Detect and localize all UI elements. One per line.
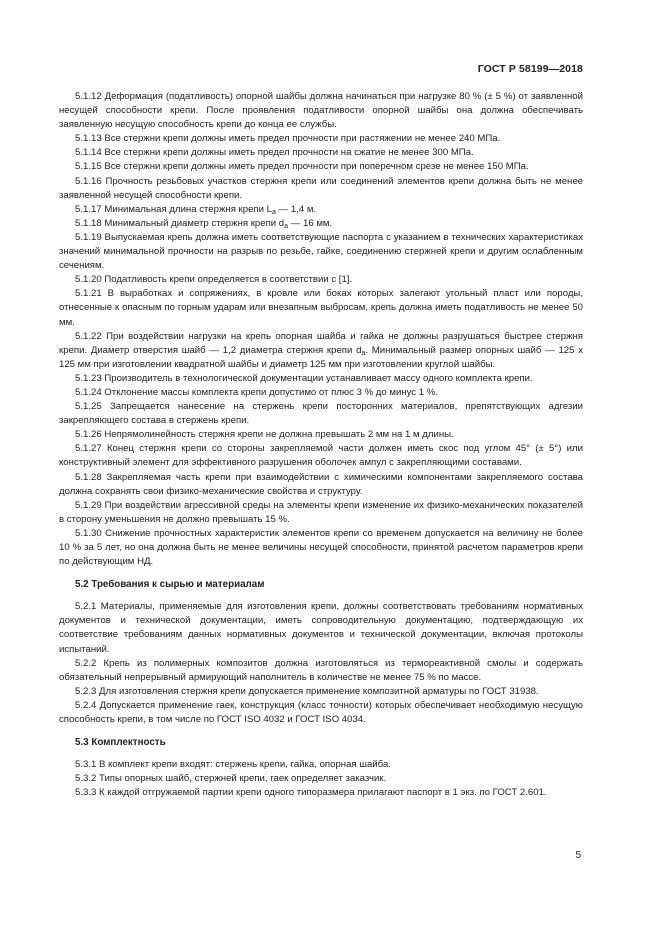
clause-5-1-27: 5.1.27 Конец стержня крепи со стороны закрепляемой части должен иметь скос под углом 45° (± 5°) или конструктивный элемент для эффективного разрушения оболочек ампул с закрепляющими составами. (59, 443, 583, 469)
clause-5-1-14: 5.1.14 Все стержни крепи должны иметь предел прочности на сжатие не менее 300 МПа. (75, 147, 474, 159)
clause-5-1-25: 5.1.25 Запрещается нанесение на стержень крепи посторонних материалов, препятствующих адгезии закрепляющего состава в стержень крепи. (59, 401, 583, 427)
subscript: a (271, 208, 276, 216)
clause-5-1-18 (59, 217, 583, 231)
clause-5-2-3: 5.2.3 Для изготовления стержня крепи допускается применение композитной арматуры по ГОСТ 31938. (75, 685, 539, 697)
clause-5-1-28: 5.1.28 Закрепляемая часть крепи при взаимодействии с химическими компонентами закрепляемого состава должна сохранять свои физико-механические свойства и структуру. (59, 471, 583, 497)
clause-5-1-16: 5.1.16 Прочность резьбовых участков стержня крепи или соединений элементов крепи должна быть не менее заявленной несущей способности крепи. (59, 175, 583, 201)
clause-text: — 16 мм. (288, 217, 333, 229)
section-heading-5-2: 5.2 Требования к сырью и материалам (75, 579, 265, 591)
clause-5-1-13: 5.1.13 Все стержни крепи должны иметь предел прочности при растяжении не менее 240 МПа. (75, 133, 501, 145)
clause-5-3-1: 5.3.1 В комплект крепи входят: стержень крепи, гайка, опорная шайба. (75, 759, 391, 771)
clause-5-1-23: 5.1.23 Производитель в технологической документации устанавливает массу одного комплекта крепи. (75, 372, 533, 384)
clause-5-1-19: 5.1.19 Выпускаемая крепь должна иметь соответствующие паспорта с указанием в технических характеристиках значений минимальной прочности на разрыв по резьбе, гайке, соединению стержней крепи и другим ослабленным сечениям. (59, 231, 583, 272)
clause-text: — 1,4 м. (275, 203, 317, 215)
clause-5-1-15: 5.1.15 Все стержни крепи должны иметь предел прочности при поперечном срезе не менее 150 МПа. (75, 161, 529, 173)
clause-5-1-24: 5.1.24 Отклонение массы комплекта крепи допустимо от плюс 3 % до минус 1 %. (75, 386, 438, 398)
section-heading-5-3: 5.3 Комплектность (75, 737, 166, 749)
clause-text: 5.1.18 Минимальный диаметр стержня крепи d (75, 217, 285, 229)
clause-5-2-4: 5.2.4 Допускается применение гаек, конструкция (класс точности) которых обеспечивает необходимую несущую способность крепи, в том числе по ГОСТ ISO 4032 и ГОСТ ISO 4034. (59, 699, 583, 726)
clause-5-1-17 (59, 203, 583, 217)
document-body (59, 90, 583, 801)
clause-5-3-3: 5.3.3 К каждой отгружаемой партии крепи одного типоразмера прилагают паспорт в 1 экз. по ГОСТ 2.601. (75, 787, 547, 799)
clause-5-1-30: 5.1.30 Снижение прочностных характеристик элементов крепи со временем допускается на величину не более 10 % за 5 лет, но она должна быть не менее величины несущей способности, принятой расчетом параметров крепи по действующим НД. (59, 527, 583, 568)
clause-5-1-12: 5.1.12 Деформация (податливость) опорной шайбы должна начинаться при нагрузке 80 % (± 5 %) от заявленной несущей способности крепи. После проявления податливости опорной шайбы она должна обеспечивать заявленную несущую способность крепи до конца ее службы. (59, 91, 583, 131)
clause-text: 5.1.22 При воздействии нагрузки на крепь опорная шайба и гайка не должны разрушаться быстрее стержня крепи. Диаметр отверстия шайб — 1,2 диаметра стержня крепи d (59, 330, 583, 356)
clause-5-1-29: 5.1.29 При воздействии агрессивной среды на элементы крепи изменение их физико-механических показателей в сторону уменьшения не должно превышать 15 %. (59, 499, 583, 525)
page-number: 5 (575, 850, 581, 861)
subscript: a (361, 349, 366, 357)
clause-text: . Минимальный размер опорных шайб — 125 х 125 мм при изготовлении квадратной шайбы и диаметр 125 мм при изготовлении круглой шайбы. (59, 344, 583, 370)
clause-5-1-21: 5.1.21 В выработках и сопряжениях, в кровле или боках которых залегают угольный пласт или породы, отнесенные к опасным по горным ударам или внезапным выбросам, крепь должна иметь податливость не менее 50 мм. (59, 288, 583, 328)
document-code-header: ГОСТ Р 58199—2018 (477, 63, 583, 75)
subscript: a (284, 222, 289, 230)
clause-5-2-2: 5.2.2 Крепь из полимерных композитов должна изготовляться из термореактивной смолы и содержать обязательный непрерывный армирующий наполнитель в количестве не менее 75 % по массе. (59, 657, 583, 683)
clause-text: 5.1.17 Минимальная длина стержня крепи L (75, 203, 272, 215)
clause-5-3-2: 5.3.2 Типы опорных шайб, стержней крепи, гаек определяет заказчик. (75, 773, 387, 785)
clause-5-1-26: 5.1.26 Непрямолинейность стержня крепи не должна превышать 2 мм на 1 м длины. (75, 429, 454, 441)
clause-5-1-20: 5.1.20 Податливость крепи определяется в соответствии с [1]. (75, 274, 353, 286)
clause-5-1-22 (59, 330, 583, 372)
clause-5-2-1: 5.2.1 Материалы, применяемые для изготовления крепи, должны соответствовать требованиям нормативных документов и технической документации, иметь сопроводительную документацию, подтверждающую их соответствие требованиям данных нормативных документов и технической документации, включая протоколы испытаний. (59, 601, 583, 655)
